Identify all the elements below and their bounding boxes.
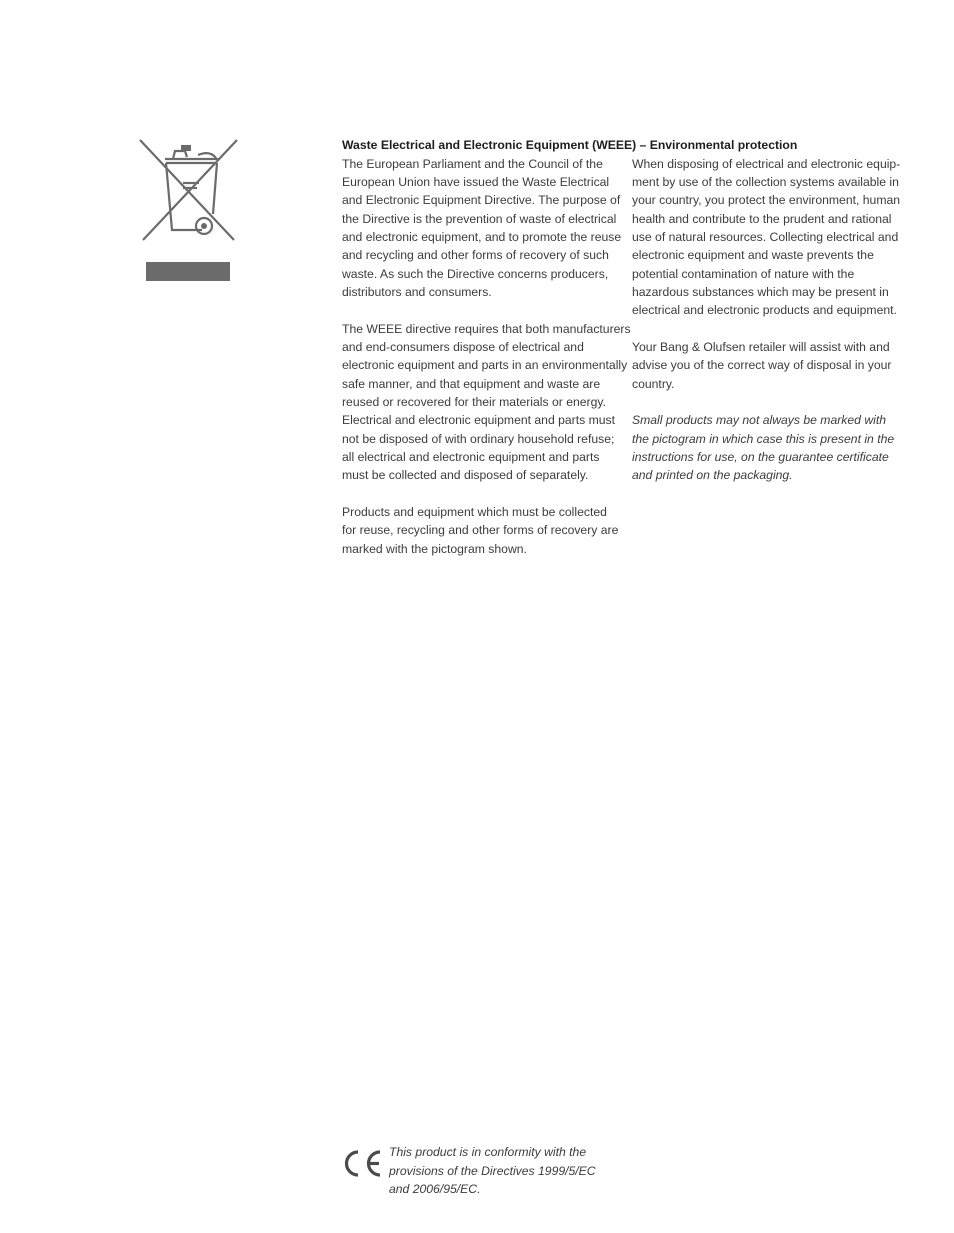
text-line: not be disposed of with ordinary household refuse;: [342, 431, 615, 446]
paragraph-retailer: [632, 338, 914, 393]
text-line: distributors and consumers.: [342, 284, 492, 299]
paragraph-eu-directive: [342, 155, 620, 302]
text-line: safe manner, and that equipment and waste are: [342, 376, 601, 391]
text-line: reused or recovered for their materials or energy.: [342, 394, 606, 409]
text-line: the pictogram in which case this is present in the: [632, 431, 895, 446]
section-title: Waste Electrical and Electronic Equipment (WEEE) – Environmental protection: [342, 138, 798, 152]
right-column: [632, 155, 914, 504]
text-line: When disposing of electrical and electronic equip-: [632, 156, 901, 171]
text-line: use of natural resources. Collecting electrical and: [632, 229, 899, 244]
text-line: hazardous substances which may be present in: [632, 284, 889, 299]
crossed-out-wheelie-bin-icon: [136, 136, 242, 246]
text-line: country.: [632, 376, 675, 391]
text-line: Your Bang & Olufsen retailer will assist with and: [632, 339, 890, 354]
text-line: Products and equipment which must be collected: [342, 505, 607, 520]
text-line: advise you of the correct way of disposal in your: [632, 358, 892, 373]
text-line: and end-consumers dispose of electrical and: [342, 339, 584, 354]
text-line: This product is in conformity with the: [389, 1145, 587, 1159]
text-line: and printed on the packaging.: [632, 468, 793, 483]
text-line: The WEEE directive requires that both manufacturers: [342, 321, 631, 336]
text-line: waste. As such the Directive concerns producers,: [342, 266, 609, 281]
text-line: and recycling and other forms of recovery of such: [342, 248, 609, 263]
text-line: marked with the pictogram shown.: [342, 541, 527, 556]
paragraph-disposal: [632, 155, 914, 320]
text-line: electronic equipment and waste prevents the: [632, 248, 874, 263]
text-line: provisions of the Directives 1999/5/EC: [389, 1163, 596, 1178]
text-line: and electronic equipment, and to promote the reuse: [342, 229, 622, 244]
text-line: must be collected and disposed of separately.: [342, 468, 589, 483]
left-column: [342, 155, 631, 577]
text-line: the Directive is the prevention of waste of electrical: [342, 211, 617, 226]
text-line: electrical and electronic products and equipment.: [632, 303, 897, 318]
paragraph-weee-requirements: [342, 320, 631, 485]
text-line: The European Parliament and the Council of the: [342, 156, 603, 171]
text-line: your country, you protect the environment, human: [632, 193, 901, 208]
text-line: all electrical and electronic equipment and parts: [342, 450, 600, 464]
ce-mark-icon: [341, 1148, 383, 1179]
paragraph-small-products: [632, 411, 914, 484]
weee-symbol-bar: [146, 262, 230, 281]
text-line: Electrical and electronic equipment and parts must: [342, 413, 616, 428]
text-line: health and contribute to the prudent and rational: [632, 211, 892, 226]
text-line: potential contamination of nature with the: [632, 266, 855, 281]
text-line: electronic equipment and parts in an environmentally: [342, 358, 628, 373]
ce-conformity-text: [389, 1143, 649, 1199]
text-line: Small products may not always be marked with: [632, 413, 887, 428]
paragraph-pictogram-marking: [342, 503, 620, 558]
text-line: for reuse, recycling and other forms of recovery are: [342, 523, 619, 538]
text-line: ment by use of the collection systems available in: [632, 174, 899, 189]
text-line: and Electronic Equipment Directive. The purpose of: [342, 193, 621, 208]
text-line: instructions for use, on the guarantee certificate: [632, 450, 889, 464]
text-line: and 2006/95/EC.: [389, 1182, 481, 1196]
text-line: European Union have issued the Waste Electrical: [342, 174, 610, 189]
